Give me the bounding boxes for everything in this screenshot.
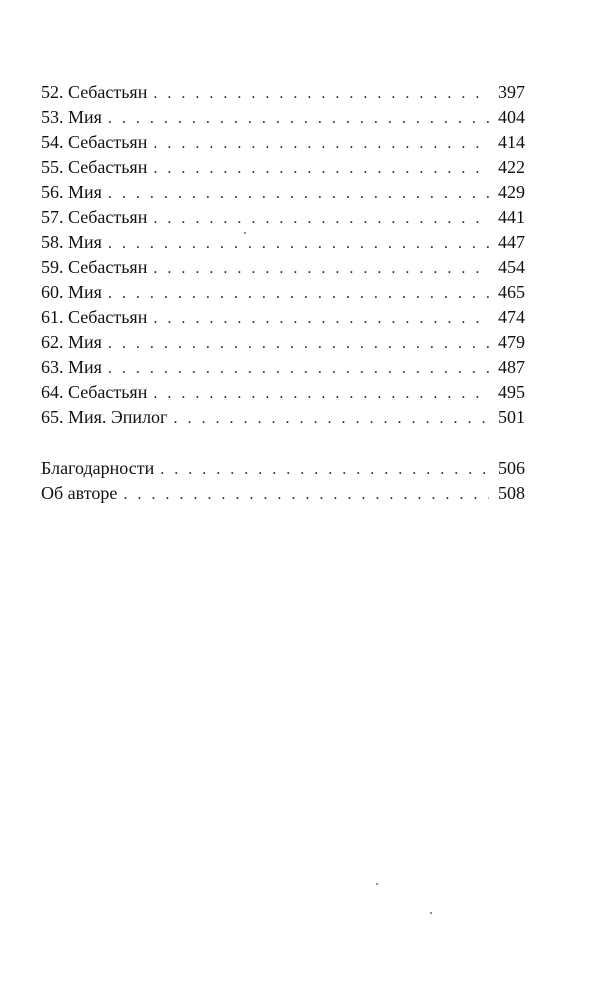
toc-entry xyxy=(41,355,525,380)
toc-entry-page: 447 xyxy=(498,232,525,252)
dot-leader xyxy=(153,381,489,406)
toc-entry xyxy=(41,280,525,305)
toc-entry-title: 58. Мия xyxy=(41,232,102,252)
toc-entry xyxy=(41,130,525,155)
toc-entry-page: 506 xyxy=(498,458,525,478)
toc-entry-title: 63. Мия xyxy=(41,357,102,377)
toc-entry xyxy=(41,255,525,280)
toc-entry-title: 55. Себастьян xyxy=(41,157,148,177)
toc-entry-title: 59. Себастьян xyxy=(41,257,148,277)
toc-entry-title: 65. Мия. Эпилог xyxy=(41,407,168,427)
toc-entry-title: Об авторе xyxy=(41,483,118,503)
toc-entry-title: Благодарности xyxy=(41,458,155,478)
toc-entry-page: 501 xyxy=(498,407,525,427)
dot-leader xyxy=(160,457,489,482)
toc-entry-title: 60. Мия xyxy=(41,282,102,302)
dot-leader xyxy=(173,406,489,431)
dot-leader xyxy=(153,306,489,331)
toc-entry-page: 474 xyxy=(498,307,525,327)
dot-leader xyxy=(108,331,489,356)
print-speck xyxy=(430,912,432,914)
toc-entry-page: 404 xyxy=(498,107,525,127)
toc-entry xyxy=(41,305,525,330)
toc-entry-title: 61. Себастьян xyxy=(41,307,148,327)
toc-entry xyxy=(41,105,525,130)
toc-entry xyxy=(41,80,525,105)
toc-entry xyxy=(41,180,525,205)
toc-entry-title: 53. Мия xyxy=(41,107,102,127)
table-of-contents xyxy=(41,80,525,506)
toc-entry-title: 52. Себастьян xyxy=(41,82,148,102)
dot-leader xyxy=(153,131,489,156)
toc-entry xyxy=(41,155,525,180)
toc-entry-title: 62. Мия xyxy=(41,332,102,352)
dot-leader xyxy=(153,206,489,231)
toc-entry-page: 397 xyxy=(498,82,525,102)
toc-entry xyxy=(41,205,525,230)
dot-leader xyxy=(108,181,489,206)
toc-entry-page: 441 xyxy=(498,207,525,227)
toc-entry-page: 414 xyxy=(498,132,525,152)
toc-entry-title: 56. Мия xyxy=(41,182,102,202)
toc-entry-page: 508 xyxy=(498,483,525,503)
toc-entry-page: 487 xyxy=(498,357,525,377)
dot-leader xyxy=(153,156,489,181)
toc-entry xyxy=(41,456,525,481)
toc-entry-page: 465 xyxy=(498,282,525,302)
toc-entry-page: 429 xyxy=(498,182,525,202)
toc-entry-title: 64. Себастьян xyxy=(41,382,148,402)
toc-entry-page: 479 xyxy=(498,332,525,352)
toc-entry-title: 54. Себастьян xyxy=(41,132,148,152)
dot-leader xyxy=(108,231,489,256)
dot-leader xyxy=(108,106,489,131)
dot-leader xyxy=(153,81,489,106)
toc-entry xyxy=(41,330,525,355)
toc-entry xyxy=(41,405,525,430)
print-speck xyxy=(376,883,378,885)
toc-entry xyxy=(41,481,525,506)
print-speck xyxy=(244,232,246,234)
toc-entry xyxy=(41,380,525,405)
dot-leader xyxy=(108,356,489,381)
dot-leader xyxy=(153,256,489,281)
dot-leader xyxy=(108,281,489,306)
toc-entry-title: 57. Себастьян xyxy=(41,207,148,227)
section-gap xyxy=(41,430,525,456)
toc-entry-page: 422 xyxy=(498,157,525,177)
toc-entry-page: 495 xyxy=(498,382,525,402)
toc-entry xyxy=(41,230,525,255)
toc-entry-page: 454 xyxy=(498,257,525,277)
dot-leader xyxy=(123,482,489,507)
